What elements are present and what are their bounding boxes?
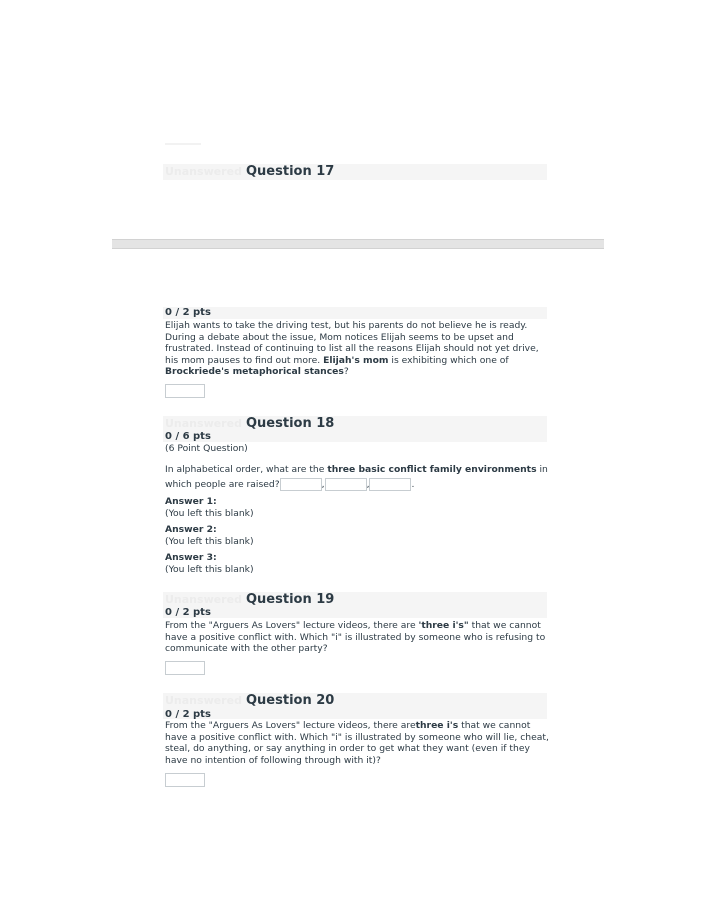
text-segment: is exhibiting which one of: [388, 354, 509, 366]
text-bold-segment: Elijah's mom: [323, 354, 389, 366]
answer-3-value: (You left this blank): [165, 564, 254, 575]
blank-field-1[interactable]: [280, 478, 322, 491]
question-18-text: [165, 462, 555, 492]
question-20-points: 0 / 2 pts: [165, 709, 211, 720]
answer-3-label: Answer 3:: [165, 552, 217, 563]
separator: .: [411, 479, 415, 490]
question-20-text: [165, 720, 550, 766]
separator: ,: [366, 479, 370, 490]
question-19-text: [165, 620, 550, 655]
question-18-subtitle: (6 Point Question): [165, 443, 248, 454]
text-segment: that we cannot have a positive conflict with. Which "i" is illustrated by someone who is refusing to communicate with the other party?: [165, 620, 546, 654]
question-19-answer-field[interactable]: [165, 661, 205, 675]
question-19-header: [163, 592, 547, 618]
question-17-text: [165, 320, 550, 378]
answer-1-label: Answer 1:: [165, 496, 217, 507]
text-segment: ?: [343, 366, 349, 377]
text-segment: From the "Arguers As Lovers" lecture videos, there are: [165, 720, 416, 731]
question-18-points: 0 / 6 pts: [165, 431, 211, 442]
unanswered-badge: Unanswered: [165, 165, 242, 178]
question-title: Question 20: [246, 693, 335, 708]
question-title: Question 18: [246, 416, 335, 431]
question-title: Question 17: [246, 164, 335, 179]
question-17-header: [163, 164, 547, 180]
unanswered-badge: Unanswered: [165, 593, 242, 606]
question-title: Question 19: [246, 592, 335, 607]
text-bold-segment: Brockriede's metaphorical stances: [165, 366, 344, 377]
text-bold-segment: three i's: [415, 720, 459, 731]
text-segment: In alphabetical order, what are the: [165, 464, 328, 475]
text-segment: in which people are raised?: [165, 464, 548, 490]
unanswered-badge: Unanswered: [165, 694, 242, 707]
separator: ,: [321, 479, 325, 490]
text-segment: that we cannot have a positive conflict with. Which "i" is illustrated by someone who will lie, cheat, steal, do anything, or say anything in order to get what they want (even if they have no intention of following through with it)?: [165, 720, 549, 766]
faint-mark: [165, 143, 201, 145]
blank-field-3[interactable]: [366, 478, 411, 491]
unanswered-badge: Unanswered: [165, 417, 242, 430]
answer-2-value: (You left this blank): [165, 536, 254, 547]
question-20-answer-field[interactable]: [165, 773, 205, 787]
blank-field-2[interactable]: [325, 478, 367, 491]
answer-1-value: (You left this blank): [165, 508, 254, 519]
question-20-header: [163, 693, 547, 719]
page-divider: [112, 239, 604, 249]
answer-2-label: Answer 2:: [165, 524, 217, 535]
question-19-points: 0 / 2 pts: [165, 607, 211, 618]
text-bold-segment: three basic conflict family environments: [327, 464, 537, 475]
question-18-header: [163, 416, 547, 442]
text-segment: Elijah wants to take the driving test, but his parents do not believe he is ready. During a debate about the issue, Mom notices Elijah seems to be upset and frustrated. Instead of continuing to list all the reasons Elijah should not yet drive, his mom pauses to find out more.: [165, 320, 539, 366]
text-bold-segment: 'three i's": [418, 620, 469, 631]
question-17-points: 0 / 2 pts: [165, 307, 211, 318]
question-17-answer-field[interactable]: [165, 384, 205, 398]
text-segment: From the "Arguers As Lovers" lecture videos, there are: [165, 620, 419, 631]
points-bar: [163, 307, 547, 319]
